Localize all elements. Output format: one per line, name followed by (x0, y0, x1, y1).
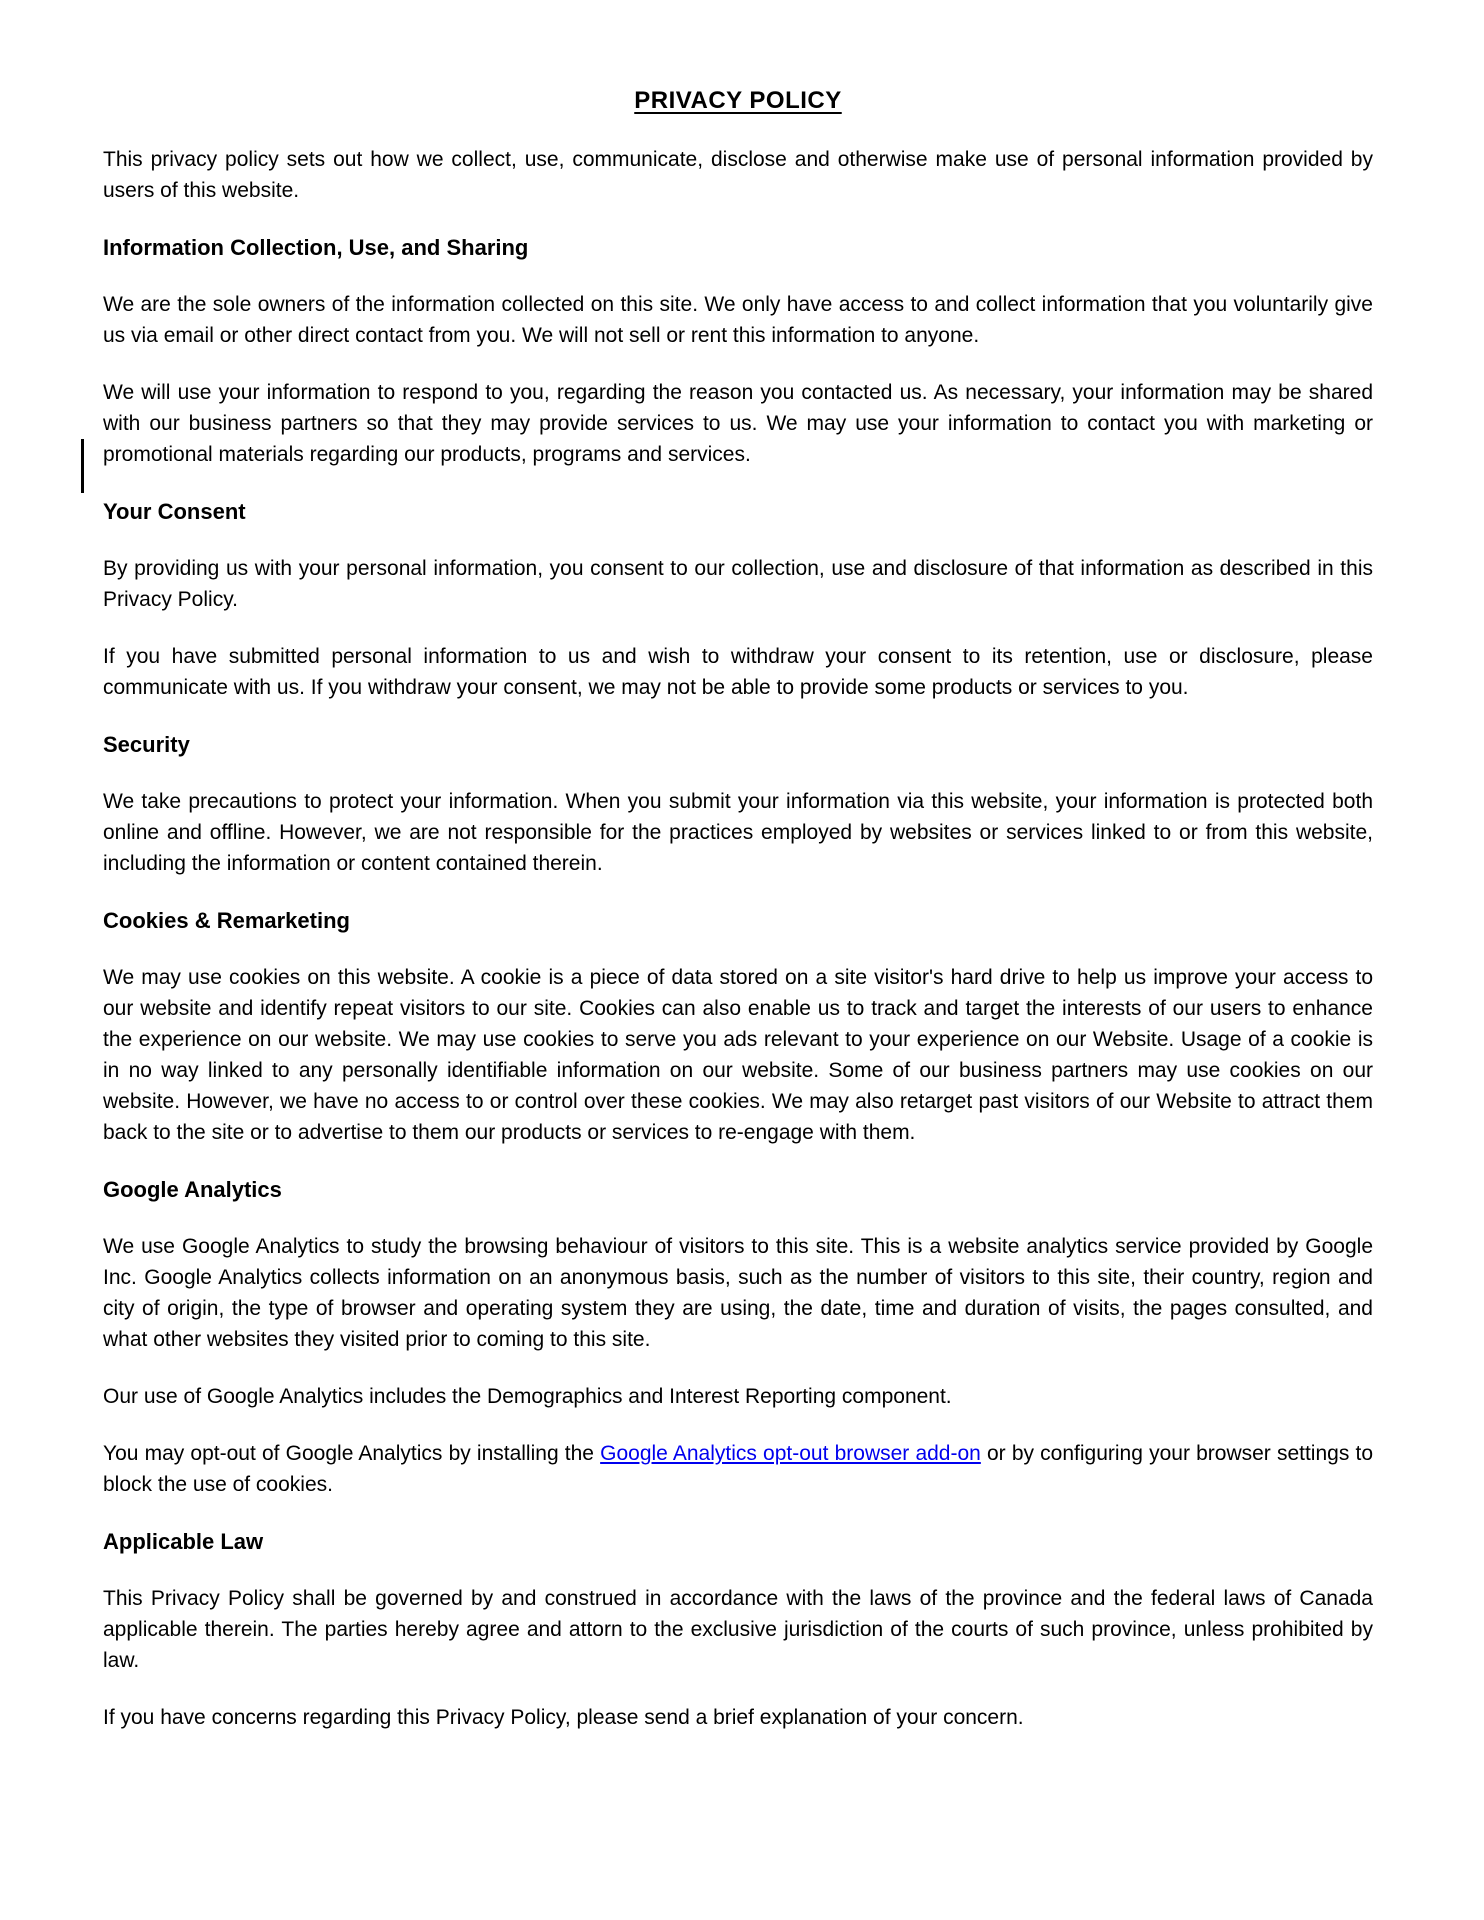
paragraph-law-1: This Privacy Policy shall be governed by and construed in accordance with the laws of the province and the federal laws of Canada applicable therein. The parties hereby agree and attorn to the exclusive jurisdiction of the courts of such province, unless prohibited by law. (103, 1587, 1373, 1672)
paragraph-analytics-2: Our use of Google Analytics includes the Demographics and Interest Reporting component. (103, 1385, 952, 1408)
paragraph-security-1: We take precautions to protect your information. When you submit your information via this website, your information is protected both online and offline. However, we are not responsible for the practices employed by websites or services linked to or from this website, including the information or content contained therein. (103, 790, 1373, 875)
heading-security: Security (103, 732, 190, 757)
heading-cookies-remarketing: Cookies & Remarketing (103, 908, 350, 933)
intro-paragraph: This privacy policy sets out how we collect, use, communicate, disclose and otherwise make use of personal information provided by users of this website. (103, 148, 1373, 202)
page-title: PRIVACY POLICY (634, 87, 842, 114)
heading-your-consent: Your Consent (103, 499, 246, 524)
paragraph-analytics-optout (103, 1438, 1373, 1500)
paragraph-consent-1: By providing us with your personal information, you consent to our collection, use and disclosure of that information as described in this Privacy Policy. (103, 557, 1373, 611)
paragraph-analytics-1: We use Google Analytics to study the browsing behaviour of visitors to this site. This is a website analytics service provided by Google Inc. Google Analytics collects information on an anonymous basis, such as the number of visitors to this site, their country, region and city of origin, the type of browser and operating system they are using, the date, time and duration of visits, the pages consulted, and what other websites they visited prior to coming to this site. (103, 1235, 1373, 1351)
paragraph-closing: If you have concerns regarding this Privacy Policy, please send a brief explanation of your concern. (103, 1706, 1024, 1729)
optout-text-before: You may opt-out of Google Analytics by installing the (103, 1442, 601, 1465)
revision-change-bar (81, 439, 84, 493)
heading-applicable-law: Applicable Law (103, 1529, 264, 1554)
heading-google-analytics: Google Analytics (103, 1177, 282, 1202)
heading-information-collection: Information Collection, Use, and Sharing (103, 235, 529, 260)
paragraph-info-collection-2: We will use your information to respond to you, regarding the reason you contacted us. As necessary, your information may be shared with our business partners so that they may provide services to us. We may use your information to contact you with marketing or promotional materials regarding our products, programs and services. (103, 381, 1373, 466)
paragraph-cookies-1: We may use cookies on this website. A cookie is a piece of data stored on a site visitor's hard drive to help us improve your access to our website and identify repeat visitors to our site. Cookies can also enable us to track and target the interests of our users to enhance the experience on our website. We may use cookies to serve you ads relevant to your experience on our Website. Usage of a cookie is in no way linked to any personally identifiable information on our website. Some of our business partners may use cookies on our website. However, we have no access to or control over these cookies. We may also retarget past visitors of our Website to attract them back to the site or to advertise to them our products or services to re-engage with them. (103, 966, 1373, 1144)
paragraph-consent-2: If you have submitted personal information to us and wish to withdraw your consent to its retention, use or disclosure, please communicate with us. If you withdraw your consent, we may not be able to provide some products or services to you. (103, 645, 1373, 699)
google-analytics-optout-link[interactable]: Google Analytics opt-out browser add-on (600, 1442, 981, 1465)
paragraph-info-collection-1: We are the sole owners of the information collected on this site. We only have access to and collect information that you voluntarily give us via email or other direct contact from you. We will not sell or rent this information to anyone. (103, 293, 1373, 347)
optout-text-after: or by configuring your browser settings to block the use of cookies. (103, 1442, 1373, 1496)
